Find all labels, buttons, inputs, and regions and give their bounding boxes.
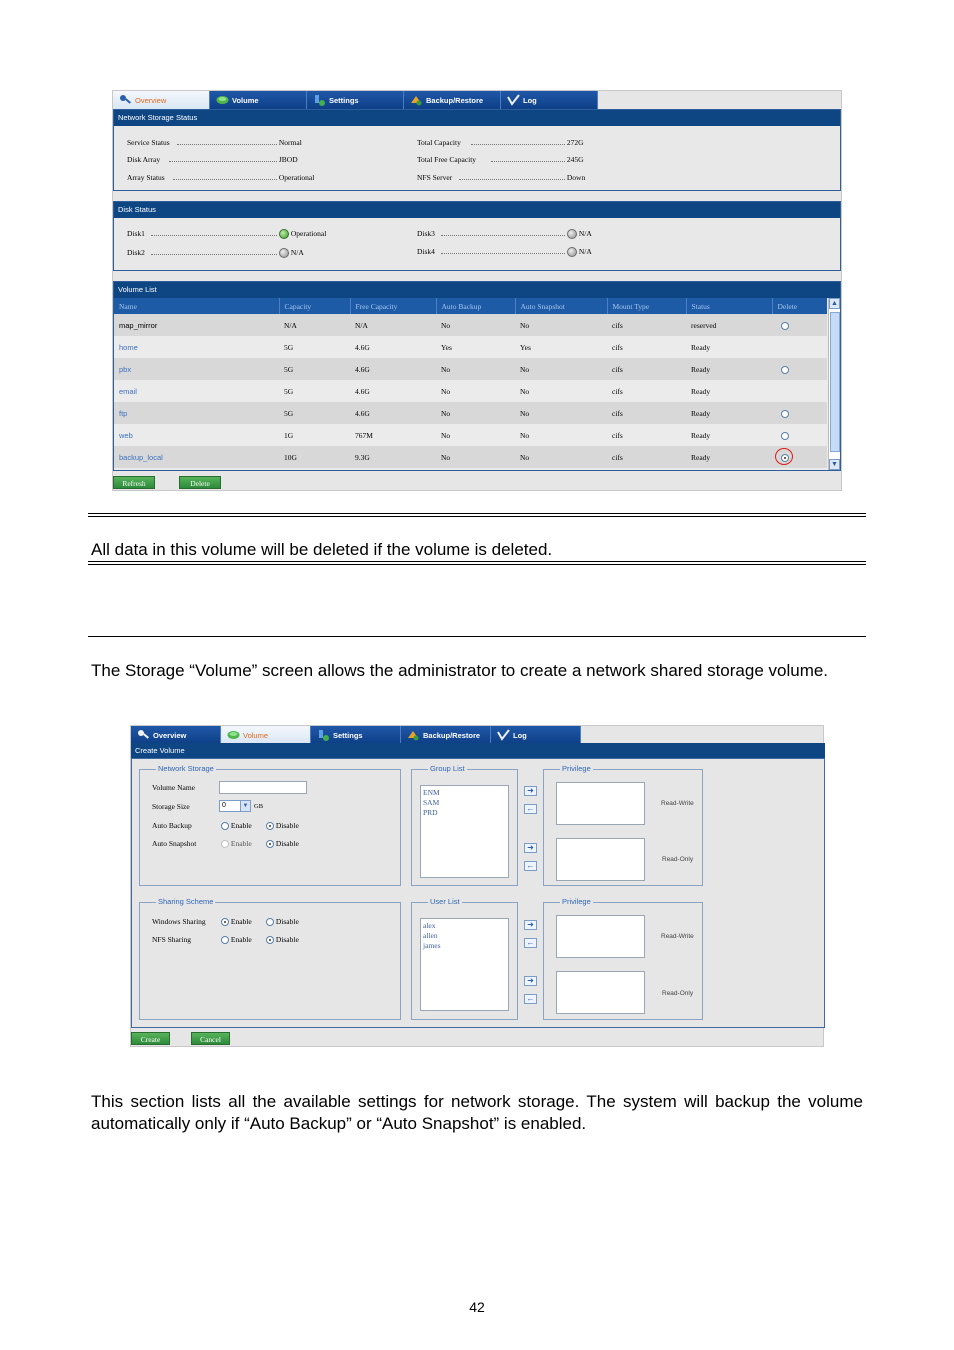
- read-only-label: Read-Only: [662, 856, 694, 863]
- note-text: All data in this volume will be deleted if the volume is deleted.: [91, 540, 553, 559]
- create-volume-form: [131, 758, 825, 1028]
- cell-backup: No: [436, 424, 515, 446]
- tab-label: Log: [513, 730, 527, 740]
- scroll-down-icon[interactable]: ▼: [829, 459, 840, 470]
- kv-nfs-server: NFS Server Down: [417, 173, 586, 182]
- user-read-write-listbox[interactable]: [556, 915, 645, 958]
- cell-delete: [772, 358, 827, 380]
- panel-title: Disk Status: [114, 202, 840, 218]
- cell-snapshot: No: [515, 314, 607, 336]
- list-item[interactable]: allen: [423, 931, 438, 940]
- delete-button[interactable]: Delete: [179, 476, 221, 489]
- sharing-scheme-fieldset: [139, 897, 401, 1020]
- list-item[interactable]: PRD: [423, 808, 438, 817]
- cell-status: Ready: [686, 402, 772, 424]
- panel-title: Network Storage Status: [114, 110, 840, 126]
- option-label: Disable: [275, 917, 299, 926]
- list-item[interactable]: james: [423, 941, 441, 950]
- satellite-icon: [137, 729, 150, 741]
- cell-delete: [772, 446, 827, 468]
- delete-radio-icon[interactable]: [781, 432, 789, 440]
- kv-service-status: Service Status Normal: [127, 138, 302, 147]
- tab-volume[interactable]: [210, 91, 307, 109]
- note-rule-bottom-2: [88, 564, 866, 565]
- tab-label: Settings: [329, 95, 359, 105]
- backup-icon: [410, 94, 423, 106]
- tab-label: Settings: [333, 730, 363, 740]
- group-read-write-listbox[interactable]: [556, 782, 645, 825]
- cell-capacity: 5G: [279, 358, 350, 380]
- cell-mount: cifs: [607, 446, 686, 468]
- cell-capacity: 5G: [279, 402, 350, 424]
- cell-status: reserved: [686, 314, 772, 336]
- option-label: Enable: [230, 821, 252, 830]
- group-list-fieldset: [411, 764, 518, 886]
- column-header: Auto Snapshot: [515, 298, 607, 314]
- cell-mount: cifs: [607, 314, 686, 336]
- create-button[interactable]: Create: [131, 1032, 170, 1045]
- cell-capacity: 5G: [279, 380, 350, 402]
- auto-backup-disable-option[interactable]: [266, 821, 299, 830]
- cell-capacity: N/A: [279, 314, 350, 336]
- cell-status: Ready: [686, 336, 772, 358]
- group-listbox[interactable]: [420, 785, 509, 878]
- option-label: Enable: [230, 917, 252, 926]
- disk-icon: [227, 729, 240, 741]
- add-user-rw-arrow-icon[interactable]: ➜: [524, 920, 537, 930]
- tab-bar: [113, 91, 598, 109]
- cell-backup: No: [436, 314, 515, 336]
- cell-snapshot: No: [515, 424, 607, 446]
- cell-backup: No: [436, 380, 515, 402]
- tab-settings[interactable]: [307, 91, 404, 109]
- status-led-icon: [567, 247, 577, 257]
- kv-total-capacity: Total Capacity 272G: [417, 138, 584, 147]
- radio-selected-icon[interactable]: [266, 936, 274, 944]
- tab-label: Log: [523, 95, 537, 105]
- fieldset-legend: Privilege: [562, 764, 591, 773]
- chevron-down-icon: ▼: [240, 801, 250, 811]
- cell-backup: No: [436, 446, 515, 468]
- note-rule-top: [88, 513, 866, 514]
- kv-disk4: Disk4 N/A: [417, 247, 592, 256]
- read-only-label: Read-Only: [662, 990, 694, 997]
- table-row: [114, 336, 827, 358]
- cell-name: map_mirror: [114, 314, 279, 336]
- add-user-ro-arrow-icon[interactable]: ➜: [524, 976, 537, 986]
- fieldset-legend: User List: [430, 897, 460, 906]
- user-list-fieldset: [411, 897, 518, 1020]
- cell-status: Ready: [686, 446, 772, 468]
- kv-disk3: Disk3 N/A: [417, 229, 592, 238]
- status-led-icon: [567, 229, 577, 239]
- volume-name-input[interactable]: [219, 781, 307, 794]
- cell-free: 4.6G: [350, 402, 436, 424]
- cell-status: Ready: [686, 424, 772, 446]
- list-item[interactable]: ENM: [423, 788, 440, 797]
- log-icon: [497, 729, 510, 741]
- auto-backup-enable-option[interactable]: [221, 821, 252, 830]
- cell-backup: Yes: [436, 336, 515, 358]
- page-number: 42: [469, 1299, 485, 1315]
- table-row: [114, 446, 827, 468]
- option-label: Disable: [275, 821, 299, 830]
- column-header: Free Capacity: [350, 298, 436, 314]
- column-header: Auto Backup: [436, 298, 515, 314]
- backup-icon: [407, 729, 420, 741]
- fieldset-legend: Privilege: [562, 897, 591, 906]
- kv-disk1: Disk1 Operational: [127, 229, 327, 238]
- satellite-icon: [119, 94, 132, 106]
- tab-label: Backup/Restore: [423, 730, 481, 740]
- scroll-thumb[interactable]: [830, 312, 840, 452]
- radio-icon[interactable]: [266, 918, 274, 926]
- cell-status: Ready: [686, 380, 772, 402]
- table-row: [114, 358, 827, 380]
- tab-backup-restore[interactable]: [404, 91, 501, 109]
- cell-snapshot: Yes: [515, 336, 607, 358]
- read-write-label: Read-Write: [661, 800, 694, 807]
- volume-list-panel: [113, 281, 841, 471]
- cell-delete: [772, 402, 827, 424]
- note-rule-bottom: [88, 561, 866, 562]
- kv-disk2: Disk2 N/A: [127, 248, 304, 257]
- column-header: Name: [114, 298, 279, 314]
- fieldset-legend: Sharing Scheme: [158, 897, 214, 906]
- auto-backup-label: Auto Backup: [152, 821, 192, 830]
- kv-array-status: Array Status Operational: [127, 173, 315, 182]
- list-item[interactable]: alex: [423, 921, 436, 930]
- paragraph-settings: This section lists all the available settings for network storage. The system will backup the volume automatically only if “Auto Backup” or “Auto Snapshot” is enabled.: [91, 1092, 863, 1133]
- column-header: Status: [686, 298, 772, 314]
- tab-label: Backup/Restore: [426, 95, 484, 105]
- note-rule-top-2: [88, 516, 866, 517]
- cell-snapshot: No: [515, 402, 607, 424]
- cell-capacity: 5G: [279, 336, 350, 358]
- column-header: Capacity: [279, 298, 350, 314]
- cell-snapshot: No: [515, 380, 607, 402]
- cell-backup: No: [436, 358, 515, 380]
- cell-delete: [772, 336, 827, 358]
- table-row: [114, 424, 827, 446]
- cell-name[interactable]: ftp: [114, 402, 279, 424]
- table-row: [114, 402, 827, 424]
- cell-free: 9.3G: [350, 446, 436, 468]
- nfs-sharing-disable-option[interactable]: [266, 935, 299, 944]
- kv-disk-array: Disk Array JBOD: [127, 155, 298, 164]
- radio-icon[interactable]: [221, 822, 229, 830]
- storage-size-label: Storage Size: [152, 802, 190, 811]
- cell-capacity: 1G: [279, 424, 350, 446]
- radio-selected-icon[interactable]: [221, 918, 229, 926]
- tab-overview[interactable]: [131, 726, 221, 744]
- storage-size-value: 0: [222, 802, 226, 809]
- tab-overview[interactable]: [113, 91, 210, 109]
- tab-label: Overview: [153, 730, 187, 740]
- status-led-icon: [279, 229, 289, 239]
- scroll-up-icon[interactable]: ▲: [829, 298, 840, 309]
- tab-label: Volume: [232, 95, 259, 105]
- paragraph-volume-intro: The Storage “Volume” screen allows the administrator to create a network shared storage volume.: [91, 661, 829, 680]
- tab-bar: [131, 726, 581, 744]
- cell-capacity: 10G: [279, 446, 350, 468]
- volume-table: [114, 298, 827, 468]
- cell-free: 767M: [350, 424, 436, 446]
- cell-name[interactable]: web: [114, 424, 279, 446]
- auto-snapshot-label: Auto Snapshot: [152, 839, 197, 848]
- group-privilege-fieldset: [543, 764, 703, 886]
- tab-label: Overview: [135, 95, 167, 105]
- auto-snapshot-disable-option[interactable]: [266, 839, 299, 848]
- disk-icon: [216, 94, 229, 106]
- cell-free: N/A: [350, 314, 436, 336]
- disk-status-panel: [113, 201, 841, 271]
- storage-size-unit: GB: [254, 803, 264, 810]
- add-group-rw-arrow-icon[interactable]: ➜: [524, 786, 537, 796]
- cell-mount: cifs: [607, 402, 686, 424]
- panel-title: Volume List: [114, 282, 840, 298]
- windows-sharing-disable-option[interactable]: [266, 917, 299, 926]
- auto-snapshot-enable-option[interactable]: [221, 839, 252, 848]
- read-write-label: Read-Write: [661, 933, 694, 940]
- cell-mount: cifs: [607, 424, 686, 446]
- table-header: [114, 298, 827, 314]
- section-rule: [88, 636, 866, 637]
- user-privilege-fieldset: [543, 897, 703, 1020]
- cancel-button[interactable]: Cancel: [191, 1032, 230, 1045]
- remove-group-rw-arrow-icon[interactable]: ←: [524, 804, 537, 814]
- volume-overview-screenshot: [112, 90, 842, 491]
- remove-user-ro-arrow-icon[interactable]: ←: [524, 994, 537, 1004]
- list-item[interactable]: SAM: [423, 798, 440, 807]
- cell-delete: [772, 380, 827, 402]
- delete-radio-icon[interactable]: [781, 366, 789, 374]
- table-row: [114, 314, 827, 336]
- windows-sharing-label: Windows Sharing: [152, 917, 206, 926]
- cell-backup: No: [436, 402, 515, 424]
- settings-icon: [313, 94, 326, 106]
- option-label: Disable: [275, 935, 299, 944]
- table-row: [114, 380, 827, 402]
- cell-free: 4.6G: [350, 358, 436, 380]
- delete-radio-icon[interactable]: [781, 410, 789, 418]
- cell-snapshot: No: [515, 358, 607, 380]
- fieldset-legend: Network Storage: [158, 764, 214, 773]
- user-read-only-listbox[interactable]: [556, 971, 645, 1014]
- highlight-circle: [775, 448, 793, 465]
- network-storage-status-panel: [113, 109, 841, 191]
- cell-free: 4.6G: [350, 336, 436, 358]
- tab-backup-restore[interactable]: [401, 726, 491, 744]
- user-listbox[interactable]: [420, 918, 509, 1011]
- nfs-sharing-label: NFS Sharing: [152, 935, 191, 944]
- cell-delete: [772, 424, 827, 446]
- kv-total-free-capacity: Total Free Capacity 245G: [417, 155, 584, 164]
- tab-label: Volume: [243, 730, 269, 740]
- option-label: Disable: [275, 839, 299, 848]
- tab-volume[interactable]: [221, 726, 311, 744]
- storage-size-select[interactable]: [219, 800, 251, 812]
- delete-radio-icon[interactable]: [781, 322, 789, 330]
- tab-log[interactable]: [491, 726, 581, 744]
- tab-log[interactable]: [501, 91, 598, 109]
- cell-delete: [772, 314, 827, 336]
- cell-snapshot: No: [515, 446, 607, 468]
- vertical-scrollbar[interactable]: [828, 298, 840, 470]
- create-volume-title: Create Volume: [131, 743, 825, 758]
- tab-settings[interactable]: [311, 726, 401, 744]
- fieldset-legend: Group List: [430, 764, 465, 773]
- radio-selected-icon[interactable]: [266, 822, 274, 830]
- group-read-only-listbox[interactable]: [556, 838, 645, 881]
- radio-icon[interactable]: [221, 936, 229, 944]
- remove-group-ro-arrow-icon[interactable]: ←: [524, 861, 537, 871]
- create-volume-screenshot: [130, 725, 824, 1047]
- status-led-icon: [279, 248, 289, 258]
- column-header: Mount Type: [607, 298, 686, 314]
- cell-mount: cifs: [607, 380, 686, 402]
- cell-name[interactable]: backup_local: [114, 446, 279, 468]
- cell-status: Ready: [686, 358, 772, 380]
- cell-name[interactable]: home: [114, 336, 279, 358]
- add-group-ro-arrow-icon[interactable]: ➜: [524, 843, 537, 853]
- volume-name-label: Volume Name: [152, 783, 195, 792]
- cell-name[interactable]: pbx: [114, 358, 279, 380]
- network-storage-fieldset: [139, 764, 401, 886]
- column-header: Delete: [772, 298, 827, 314]
- radio-selected-icon[interactable]: [266, 840, 274, 848]
- cell-mount: cifs: [607, 336, 686, 358]
- option-label: Enable: [230, 935, 252, 944]
- windows-sharing-enable-option[interactable]: [221, 917, 252, 926]
- remove-user-rw-arrow-icon[interactable]: ←: [524, 938, 537, 948]
- cell-name[interactable]: email: [114, 380, 279, 402]
- nfs-sharing-enable-option[interactable]: [221, 935, 252, 944]
- cell-free: 4.6G: [350, 380, 436, 402]
- radio-disabled-icon[interactable]: [221, 840, 229, 848]
- cell-mount: cifs: [607, 358, 686, 380]
- option-label: Enable: [230, 839, 252, 848]
- log-icon: [507, 94, 520, 106]
- table-body: [114, 314, 827, 468]
- refresh-button[interactable]: Refresh: [113, 476, 155, 489]
- settings-icon: [317, 729, 330, 741]
